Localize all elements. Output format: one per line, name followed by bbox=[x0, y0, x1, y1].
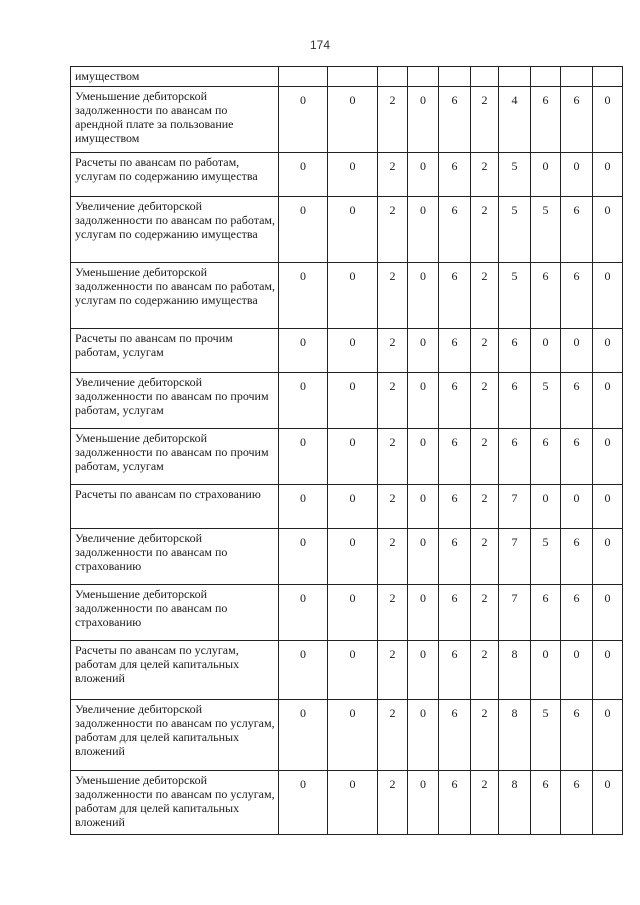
code-digit-cell: 6 bbox=[499, 329, 531, 373]
table-row bbox=[71, 67, 623, 87]
code-digit-cell: 2 bbox=[378, 87, 408, 153]
code-digit-cell: 6 bbox=[439, 197, 471, 263]
code-digit-cell: 0 bbox=[328, 529, 378, 585]
code-digit-cell: 2 bbox=[378, 771, 408, 835]
code-digit-cell: 0 bbox=[593, 197, 623, 263]
code-digit-cell: 0 bbox=[328, 771, 378, 835]
code-digit-cell: 6 bbox=[439, 771, 471, 835]
code-digit-cell bbox=[378, 67, 408, 87]
code-digit-cell: 2 bbox=[378, 485, 408, 529]
code-digit-cell: 0 bbox=[593, 429, 623, 485]
row-description: Увеличение дебиторской задолженности по авансам по работам, услугам по содержанию имущества bbox=[71, 197, 279, 263]
code-digit-cell: 8 bbox=[499, 700, 531, 771]
row-description: Увеличение дебиторской задолженности по авансам по прочим работам, услугам bbox=[71, 373, 279, 429]
row-description: Расчеты по авансам по страхованию bbox=[71, 485, 279, 529]
code-digit-cell: 0 bbox=[279, 263, 328, 329]
code-digit-cell: 6 bbox=[561, 771, 593, 835]
code-digit-cell: 6 bbox=[439, 641, 471, 700]
row-description: Уменьшение дебиторской задолженности по авансам по работам, услугам по содержанию имущества bbox=[71, 263, 279, 329]
code-digit-cell: 0 bbox=[561, 329, 593, 373]
code-digit-cell: 0 bbox=[279, 641, 328, 700]
code-digit-cell: 5 bbox=[499, 263, 531, 329]
code-digit-cell: 0 bbox=[593, 485, 623, 529]
code-digit-cell: 0 bbox=[408, 641, 439, 700]
code-digit-cell: 0 bbox=[531, 485, 561, 529]
code-digit-cell bbox=[471, 67, 499, 87]
code-digit-cell: 8 bbox=[499, 641, 531, 700]
code-digit-cell: 2 bbox=[378, 585, 408, 641]
code-digit-cell: 0 bbox=[328, 87, 378, 153]
code-digit-cell: 0 bbox=[328, 197, 378, 263]
table-row bbox=[71, 485, 623, 529]
code-digit-cell: 2 bbox=[471, 529, 499, 585]
code-digit-cell: 6 bbox=[561, 529, 593, 585]
code-digit-cell: 6 bbox=[561, 373, 593, 429]
code-digit-cell: 0 bbox=[593, 373, 623, 429]
code-digit-cell: 0 bbox=[531, 329, 561, 373]
row-description: Уменьшение дебиторской задолженности по авансам по услугам, работам для целей капитальных вложений bbox=[71, 771, 279, 835]
code-digit-cell: 5 bbox=[499, 197, 531, 263]
code-digit-cell: 5 bbox=[531, 529, 561, 585]
code-digit-cell bbox=[439, 67, 471, 87]
code-digit-cell: 2 bbox=[378, 641, 408, 700]
code-digit-cell: 2 bbox=[471, 373, 499, 429]
code-digit-cell bbox=[279, 67, 328, 87]
code-digit-cell: 2 bbox=[378, 263, 408, 329]
table-row bbox=[71, 153, 623, 197]
code-digit-cell: 7 bbox=[499, 585, 531, 641]
page-number: 174 bbox=[309, 38, 331, 52]
code-digit-cell: 0 bbox=[279, 87, 328, 153]
table-body bbox=[71, 67, 623, 835]
code-digit-cell: 0 bbox=[561, 153, 593, 197]
code-digit-cell: 0 bbox=[279, 529, 328, 585]
code-digit-cell: 2 bbox=[378, 700, 408, 771]
code-digit-cell: 6 bbox=[561, 87, 593, 153]
code-digit-cell: 0 bbox=[328, 153, 378, 197]
row-description: Уменьшение дебиторской задолженности по авансам по арендной плате за пользование имуществом bbox=[71, 87, 279, 153]
code-digit-cell: 6 bbox=[439, 585, 471, 641]
code-digit-cell: 2 bbox=[471, 771, 499, 835]
code-digit-cell: 0 bbox=[279, 153, 328, 197]
row-description: Увеличение дебиторской задолженности по авансам по страхованию bbox=[71, 529, 279, 585]
code-digit-cell: 6 bbox=[531, 87, 561, 153]
code-digit-cell: 2 bbox=[471, 585, 499, 641]
code-digit-cell: 5 bbox=[531, 700, 561, 771]
row-description: Уменьшение дебиторской задолженности по авансам по страхованию bbox=[71, 585, 279, 641]
code-digit-cell: 2 bbox=[471, 153, 499, 197]
code-digit-cell: 6 bbox=[439, 429, 471, 485]
code-digit-cell: 0 bbox=[593, 153, 623, 197]
code-digit-cell: 0 bbox=[531, 153, 561, 197]
code-digit-cell: 0 bbox=[593, 641, 623, 700]
code-digit-cell: 0 bbox=[328, 585, 378, 641]
code-digit-cell: 6 bbox=[439, 263, 471, 329]
code-digit-cell: 0 bbox=[279, 329, 328, 373]
code-digit-cell: 6 bbox=[439, 700, 471, 771]
code-digit-cell: 0 bbox=[408, 373, 439, 429]
code-digit-cell: 6 bbox=[439, 87, 471, 153]
table-row bbox=[71, 429, 623, 485]
code-digit-cell: 0 bbox=[408, 529, 439, 585]
code-digit-cell: 6 bbox=[499, 373, 531, 429]
code-digit-cell bbox=[408, 67, 439, 87]
row-description: Расчеты по авансам по работам, услугам по содержанию имущества bbox=[71, 153, 279, 197]
code-digit-cell: 0 bbox=[408, 700, 439, 771]
code-digit-cell: 2 bbox=[471, 700, 499, 771]
code-digit-cell: 6 bbox=[439, 153, 471, 197]
code-digit-cell: 2 bbox=[378, 429, 408, 485]
table-row bbox=[71, 87, 623, 153]
code-digit-cell: 2 bbox=[471, 485, 499, 529]
table-row bbox=[71, 585, 623, 641]
code-digit-cell: 2 bbox=[471, 641, 499, 700]
code-digit-cell bbox=[561, 67, 593, 87]
code-digit-cell bbox=[593, 67, 623, 87]
code-digit-cell: 6 bbox=[561, 700, 593, 771]
code-digit-cell: 0 bbox=[531, 641, 561, 700]
row-description: Уменьшение дебиторской задолженности по авансам по прочим работам, услугам bbox=[71, 429, 279, 485]
table-row bbox=[71, 329, 623, 373]
code-digit-cell: 0 bbox=[328, 700, 378, 771]
code-digit-cell: 0 bbox=[328, 373, 378, 429]
code-digit-cell: 0 bbox=[279, 373, 328, 429]
code-digit-cell: 0 bbox=[561, 641, 593, 700]
code-digit-cell: 6 bbox=[561, 263, 593, 329]
code-digit-cell: 6 bbox=[561, 585, 593, 641]
code-digit-cell: 2 bbox=[378, 373, 408, 429]
code-digit-cell: 2 bbox=[378, 329, 408, 373]
code-digit-cell: 6 bbox=[531, 585, 561, 641]
code-digit-cell: 0 bbox=[408, 87, 439, 153]
code-digit-cell: 0 bbox=[279, 771, 328, 835]
code-digit-cell: 2 bbox=[378, 529, 408, 585]
row-description: имуществом bbox=[71, 67, 279, 87]
code-digit-cell: 2 bbox=[471, 429, 499, 485]
code-digit-cell: 0 bbox=[593, 529, 623, 585]
code-digit-cell: 6 bbox=[439, 485, 471, 529]
code-digit-cell: 0 bbox=[593, 87, 623, 153]
code-digit-cell: 6 bbox=[439, 529, 471, 585]
code-digit-cell: 0 bbox=[279, 485, 328, 529]
code-digit-cell: 2 bbox=[471, 197, 499, 263]
code-digit-cell: 0 bbox=[408, 197, 439, 263]
code-digit-cell: 6 bbox=[531, 771, 561, 835]
code-digit-cell: 0 bbox=[408, 263, 439, 329]
code-digit-cell: 6 bbox=[531, 429, 561, 485]
code-digit-cell: 6 bbox=[439, 373, 471, 429]
code-digit-cell: 6 bbox=[531, 263, 561, 329]
code-digit-cell: 0 bbox=[279, 429, 328, 485]
code-digit-cell: 2 bbox=[378, 153, 408, 197]
code-digit-cell: 0 bbox=[408, 153, 439, 197]
code-digit-cell: 2 bbox=[471, 263, 499, 329]
code-digit-cell: 0 bbox=[328, 641, 378, 700]
table-row bbox=[71, 700, 623, 771]
code-digit-cell: 0 bbox=[328, 329, 378, 373]
code-digit-cell: 2 bbox=[378, 197, 408, 263]
row-description: Расчеты по авансам по прочим работам, услугам bbox=[71, 329, 279, 373]
code-digit-cell: 0 bbox=[328, 485, 378, 529]
code-digit-cell: 0 bbox=[279, 585, 328, 641]
code-digit-cell: 0 bbox=[593, 700, 623, 771]
code-digit-cell: 6 bbox=[561, 429, 593, 485]
code-digit-cell: 0 bbox=[328, 429, 378, 485]
row-description: Увеличение дебиторской задолженности по авансам по услугам, работам для целей капитальных вложений bbox=[71, 700, 279, 771]
code-digit-cell: 0 bbox=[593, 329, 623, 373]
table-row bbox=[71, 529, 623, 585]
code-digit-cell: 0 bbox=[408, 429, 439, 485]
code-digit-cell: 7 bbox=[499, 485, 531, 529]
row-description: Расчеты по авансам по услугам, работам для целей капитальных вложений bbox=[71, 641, 279, 700]
code-digit-cell: 6 bbox=[561, 197, 593, 263]
table-row bbox=[71, 197, 623, 263]
code-digit-cell: 0 bbox=[408, 771, 439, 835]
code-digit-cell: 5 bbox=[531, 373, 561, 429]
code-digit-cell: 2 bbox=[471, 87, 499, 153]
code-digit-cell: 0 bbox=[561, 485, 593, 529]
table-row bbox=[71, 263, 623, 329]
code-digit-cell: 0 bbox=[593, 771, 623, 835]
code-digit-cell: 0 bbox=[328, 263, 378, 329]
code-digit-cell: 0 bbox=[279, 197, 328, 263]
code-digit-cell bbox=[328, 67, 378, 87]
code-digit-cell: 6 bbox=[439, 329, 471, 373]
code-digit-cell: 2 bbox=[471, 329, 499, 373]
code-digit-cell: 0 bbox=[279, 700, 328, 771]
code-digit-cell: 4 bbox=[499, 87, 531, 153]
code-digit-cell: 0 bbox=[593, 585, 623, 641]
code-digit-cell: 5 bbox=[531, 197, 561, 263]
account-codes-table bbox=[70, 66, 623, 835]
table-row bbox=[71, 373, 623, 429]
code-digit-cell: 0 bbox=[408, 329, 439, 373]
code-digit-cell bbox=[499, 67, 531, 87]
code-digit-cell: 5 bbox=[499, 153, 531, 197]
code-digit-cell: 0 bbox=[593, 263, 623, 329]
code-digit-cell: 7 bbox=[499, 529, 531, 585]
code-digit-cell: 6 bbox=[499, 429, 531, 485]
code-digit-cell: 0 bbox=[408, 485, 439, 529]
code-digit-cell: 0 bbox=[408, 585, 439, 641]
code-digit-cell bbox=[531, 67, 561, 87]
code-digit-cell: 8 bbox=[499, 771, 531, 835]
table-row bbox=[71, 771, 623, 835]
table-row bbox=[71, 641, 623, 700]
